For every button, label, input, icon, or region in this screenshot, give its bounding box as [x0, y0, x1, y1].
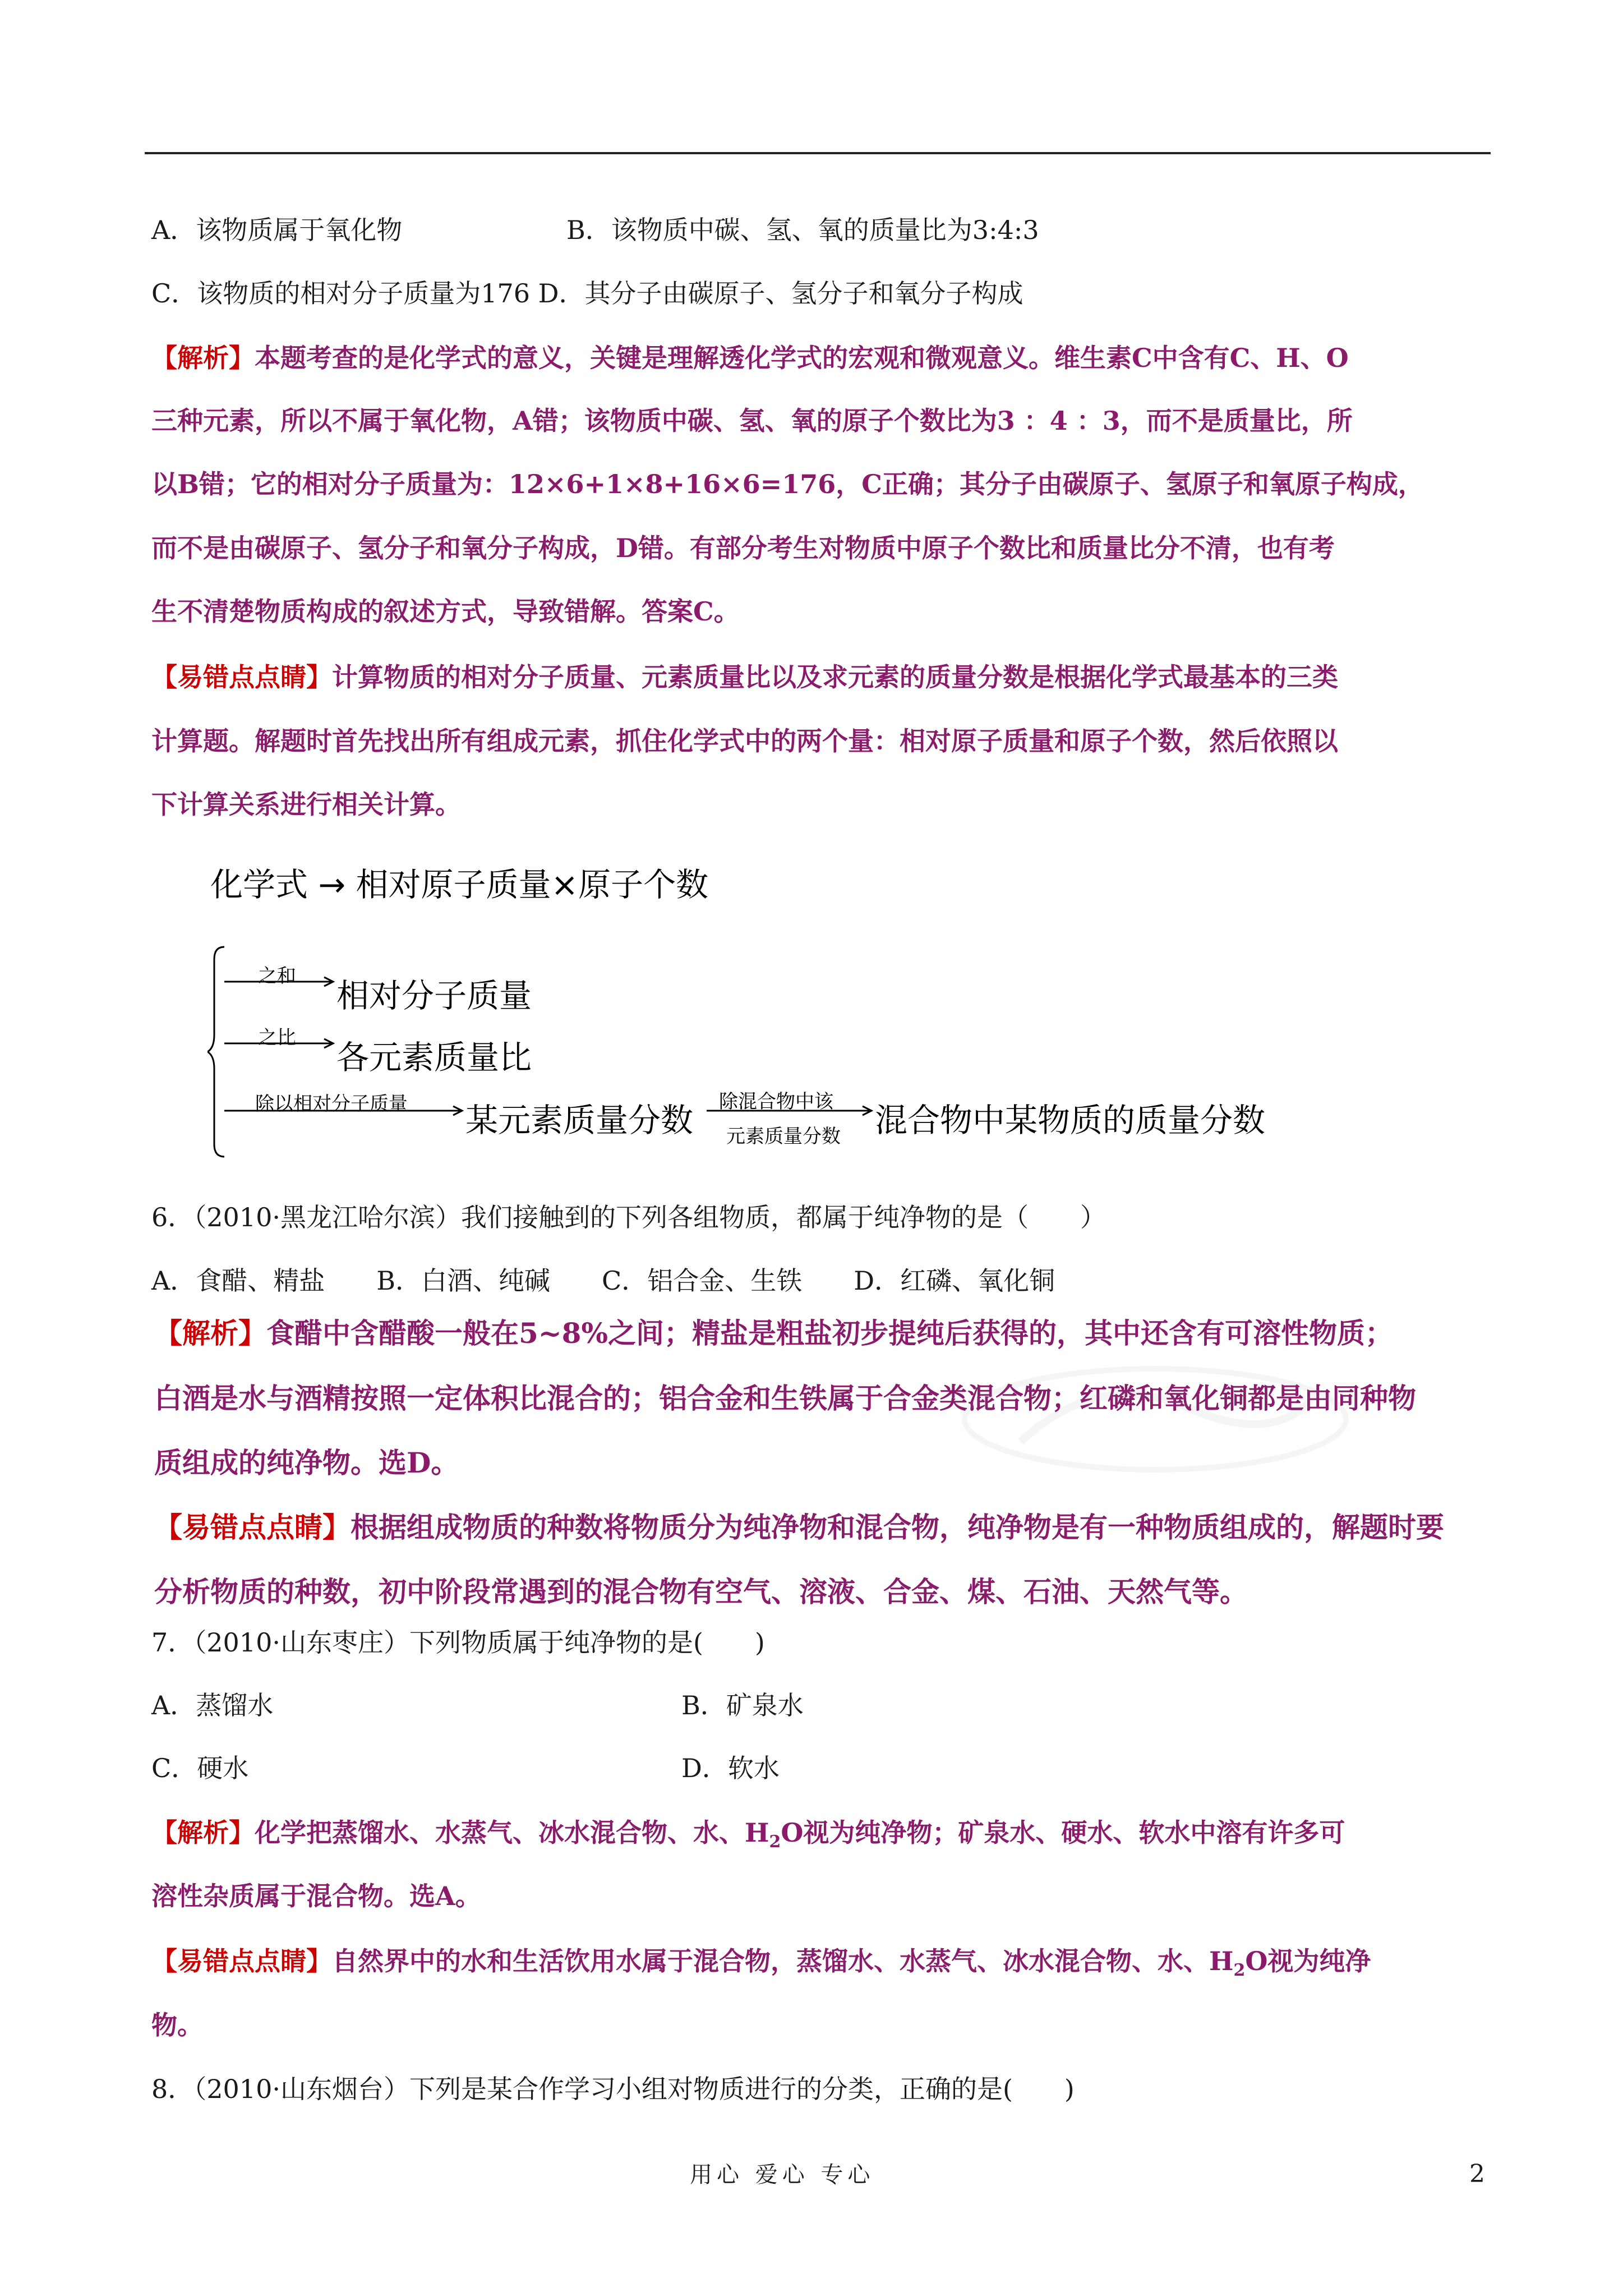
- result-relative-molecular-mass: 相对分子质量: [336, 977, 532, 1015]
- q7-analysis-line: 溶性杂质属于混合物。选A。: [151, 1881, 481, 1911]
- q5-analysis-line: 生不清楚物质构成的叙述方式，导致错解。答案C。: [151, 596, 740, 627]
- q5-tip-line: 下计算关系进行相关计算。: [151, 789, 461, 820]
- arrow-label-sum: 之和: [258, 965, 296, 987]
- page-footer: 用心 爱心 专心: [690, 2162, 875, 2188]
- arrow-label-ratio: 之比: [258, 1027, 296, 1049]
- q5-options-cd: C．该物质的相对分子质量为176 D．其分子由碳原子、氢分子和氧分子构成: [151, 278, 1023, 309]
- analysis-tag: 【解析】: [151, 343, 255, 373]
- q7-stem: 7．（2010·山东枣庄）下列物质属于纯净物的是( ): [151, 1627, 765, 1658]
- page-number: 2: [1469, 2160, 1485, 2188]
- q6-tip-line: 分析物质的种数，初中阶段常遇到的混合物有空气、溶液、合金、煤、石油、天然气等。: [154, 1575, 1248, 1608]
- analysis-tag: 【解析】: [151, 1818, 255, 1848]
- q5-analysis-line: 而不是由碳原子、氢分子和氧分子构成，D错。有部分考生对物质中原子个数比和质量比分不清，也有考: [151, 533, 1335, 563]
- q6-tip-line: 【易错点点睛】根据组成物质的种数将物质分为纯净物和混合物，纯净物是有一种物质组成的，解题时要: [154, 1511, 1444, 1544]
- q8-stem: 8．（2010·山东烟台）下列是某合作学习小组对物质进行的分类，正确的是( ): [151, 2074, 1075, 2104]
- tip-tag: 【易错点点睛】: [154, 1511, 351, 1544]
- result-element-mass-ratio: 各元素质量比: [336, 1038, 532, 1076]
- result-substance-mass-fraction: 混合物中某物质的质量分数: [875, 1101, 1266, 1139]
- q5-analysis-line: 以B错；它的相对分子质量为：12×6+1×8+16×6=176，C正确；其分子由碳原子、氢原子和氧原子构成，: [151, 469, 1424, 499]
- q6-analysis-line: 质组成的纯净物。选D。: [154, 1446, 459, 1479]
- q5-tip-line: 【易错点点睛】计算物质的相对分子质量、元素质量比以及求元素的质量分数是根据化学式最基本的三类: [151, 662, 1338, 692]
- arrow-label-mixture-top: 除混合物中该: [719, 1091, 833, 1113]
- q5-analysis-line: 【解析】本题考查的是化学式的意义，关键是理解透化学式的宏观和微观意义。维生素C中含有C、H、O: [151, 343, 1349, 373]
- q7-tip-line: 【易错点点睛】自然界中的水和生活饮用水属于混合物，蒸馏水、水蒸气、冰水混合物、水、$H_2O$视为纯净: [151, 1946, 1371, 1981]
- q5-option-a: A．该物质属于氧化物: [151, 215, 403, 245]
- result-element-mass-fraction: 某元素质量分数: [465, 1101, 694, 1139]
- q5-analysis-line: 三种元素，所以不属于氧化物，A错；该物质中碳、氢、氧的原子个数比为3 ：4 ：3，而不是质量比，所: [151, 406, 1353, 436]
- header-rule: [145, 152, 1491, 154]
- q6-options: A．食醋、精盐 B．白酒、纯碱 C．铝合金、生铁 D．红磷、氧化铜: [151, 1266, 1055, 1296]
- arrow-label-mixture-bottom: 元素质量分数: [726, 1125, 841, 1148]
- analysis-tag: 【解析】: [154, 1317, 266, 1350]
- q7-option-d: D．软水: [681, 1753, 780, 1783]
- q7-option-c: C．硬水: [151, 1753, 249, 1783]
- q6-stem: 6．（2010·黑龙江哈尔滨）我们接触到的下列各组物质，都属于纯净物的是（ ）: [151, 1202, 1106, 1232]
- q5-option-b: B．该物质中碳、氢、氧的质量比为3:4:3: [566, 215, 1039, 245]
- q7-tip-line: 物。: [151, 2010, 203, 2040]
- q7-option-b: B．矿泉水: [681, 1690, 804, 1720]
- brace-shape: [208, 947, 224, 1157]
- diagram-top-formula: 化学式 → 相对原子质量×原子个数: [210, 866, 709, 904]
- q7-option-a: A．蒸馏水: [151, 1690, 274, 1720]
- q7-analysis-line: 【解析】化学把蒸馏水、水蒸气、冰水混合物、水、$H_2O$视为纯净物；矿泉水、硬水、软水中溶有许多可: [151, 1818, 1345, 1852]
- tip-tag: 【易错点点睛】: [151, 662, 332, 692]
- watermark-logo: [953, 1358, 1357, 1481]
- q5-tip-line: 计算题。解题时首先找出所有组成元素，抓住化学式中的两个量：相对原子质量和原子个数，然后依照以: [151, 726, 1338, 756]
- q6-analysis-line: 【解析】食醋中含醋酸一般在5~8%之间；精盐是粗盐初步提纯后获得的，其中还含有可溶性物质；: [154, 1317, 1393, 1350]
- q6-analysis-line: 白酒是水与酒精按照一定体积比混合的；铝合金和生铁属于合金类混合物；红磷和氧化铜都是由同种物: [154, 1382, 1416, 1415]
- arrow-label-divide: 除以相对分子质量: [255, 1093, 408, 1115]
- tip-tag: 【易错点点睛】: [151, 1946, 332, 1976]
